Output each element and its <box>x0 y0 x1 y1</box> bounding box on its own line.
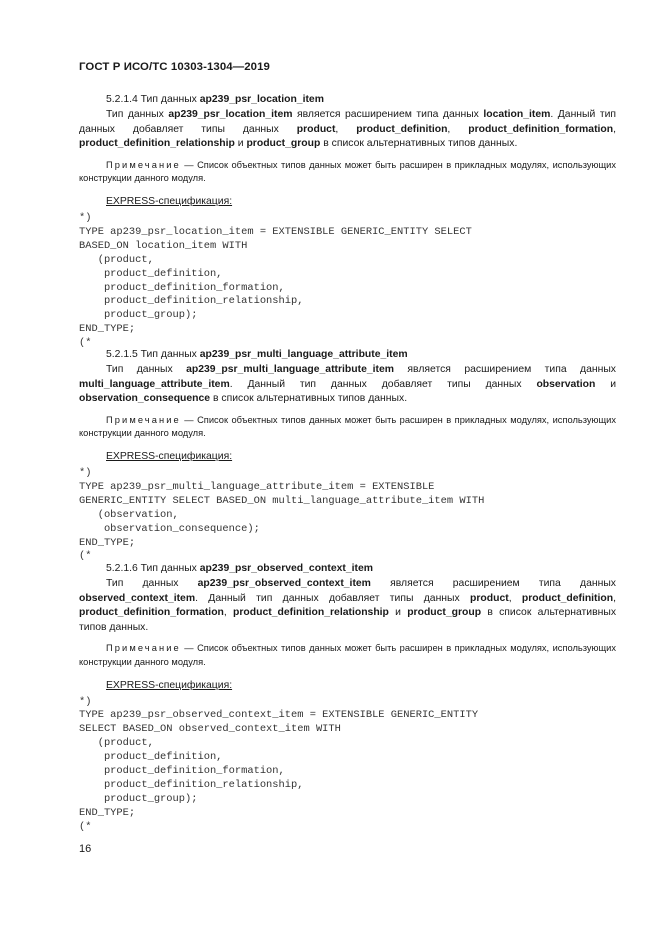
paragraph-text: в список альтернативных типов данных. <box>210 393 408 405</box>
paragraph-type-name: product_definition_formation <box>79 607 224 619</box>
paragraph-type-name: ap239_psr_observed_context_item <box>197 578 371 589</box>
paragraph-text: , <box>223 607 234 619</box>
paragraph-text: , <box>613 123 616 135</box>
paragraph-type-name: product <box>296 123 336 135</box>
express-code-block: *) TYPE ap239_psr_observed_context_item = EXTENSIBLE GENERIC_ENTITY SELECT BASED_ON observed_context_item WITH (product, product_definition, product_definition_formation, product_definition_relationship, product_group); END_TYPE; (* <box>79 695 479 833</box>
paragraph-type-name: ap239_psr_multi_language_attribute_item <box>186 364 395 375</box>
paragraph-text: , <box>508 592 522 604</box>
paragraph-text: . Данный тип данных добавляет типы данных <box>79 109 617 135</box>
section-paragraph <box>79 108 616 152</box>
section-title-type-name: ap239_psr_location_item <box>199 94 324 105</box>
paragraph-text: и <box>234 138 247 150</box>
paragraph-type-name: product_definition <box>521 592 614 604</box>
express-spec-label: EXPRESS-спецификация: <box>106 450 233 462</box>
paragraph-text: , <box>335 123 357 135</box>
paragraph-type-name: product_definition_relationship <box>79 138 235 150</box>
note-label: Примечание <box>106 643 181 654</box>
paragraph-type-name: product_definition_formation <box>468 123 614 135</box>
section-number: 5.2.1.5 <box>106 349 138 360</box>
section-5-2-1-5 <box>79 348 616 564</box>
express-spec-label: EXPRESS-спецификация: <box>106 195 233 207</box>
express-code-block: *) TYPE ap239_psr_location_item = EXTENSIBLE GENERIC_ENTITY SELECT BASED_ON location_item WITH (product, product_definition, product_definition_formation, product_definition_relationship, product_group); END_TYPE; (* <box>79 211 472 350</box>
section-title-type-name: ap239_psr_observed_context_item <box>199 563 374 574</box>
paragraph-type-name: location_item <box>483 109 551 120</box>
express-spec-label: EXPRESS-спецификация: <box>106 679 233 691</box>
paragraph-text: является расширением типа данных <box>394 364 616 375</box>
section-paragraph <box>79 577 616 635</box>
section-paragraph <box>79 363 616 407</box>
note-text: — Список объектных типов данных может быть расширен в прикладных модулях, использующих конструкции данного модуля. <box>79 414 616 439</box>
paragraph-text: , <box>613 592 616 604</box>
note-text: — Список объектных типов данных может быть расширен в прикладных модулях, использующих конструкции данного модуля. <box>79 643 616 667</box>
section-number: 5.2.1.4 <box>106 94 138 105</box>
paragraph-type-name: observed_context_item <box>79 592 196 604</box>
paragraph-text: является расширением типа данных <box>370 578 616 589</box>
express-code-block: *) TYPE ap239_psr_multi_language_attribute_item = EXTENSIBLE GENERIC_ENTITY SELECT BASED_ON multi_language_attribute_item WITH (observation, observation_consequence); END_TYPE; (* <box>79 466 485 563</box>
section-note <box>79 642 616 669</box>
section-note <box>79 414 616 441</box>
paragraph-type-name: product_group <box>407 607 482 619</box>
paragraph-text: . Данный тип данных добавляет типы данных <box>195 592 471 604</box>
section-title-type-name: ap239_psr_multi_language_attribute_item <box>199 349 408 360</box>
section-5-2-1-4 <box>79 93 616 351</box>
note-label: Примечание <box>106 159 181 170</box>
note-label: Примечание <box>106 414 181 425</box>
paragraph-text: является расширением типа данных <box>292 109 484 120</box>
page-header-standard-title: ГОСТ Р ИСО/ТС 10303-1304—2019 <box>79 61 270 73</box>
paragraph-text: в список альтернативных типов данных. <box>79 607 617 633</box>
paragraph-type-name: product <box>470 592 509 604</box>
section-title <box>79 562 616 576</box>
paragraph-text: и <box>595 378 616 390</box>
paragraph-type-name: product_definition <box>356 123 448 135</box>
note-text: — Список объектных типов данных может быть расширен в прикладных модулях, использующих конструкции данного модуля. <box>79 159 616 184</box>
section-title-prefix: Тип данных <box>140 94 197 105</box>
paragraph-type-name: product_definition_relationship <box>233 607 389 619</box>
paragraph-type-name: observation_consequence <box>79 393 211 405</box>
section-title <box>79 348 616 362</box>
paragraph-type-name: multi_language_attribute_item <box>79 378 230 390</box>
paragraph-type-name: observation <box>536 378 596 390</box>
page-number: 16 <box>79 843 92 855</box>
paragraph-type-name: product_group <box>246 138 321 150</box>
paragraph-text: в список альтернативных типов данных. <box>320 138 518 150</box>
paragraph-text: , <box>447 123 469 135</box>
section-number: 5.2.1.6 <box>106 563 138 574</box>
paragraph-text: Тип данных <box>106 109 169 120</box>
paragraph-type-name: ap239_psr_location_item <box>168 109 293 120</box>
paragraph-text: Тип данных <box>106 578 198 589</box>
section-note <box>79 159 616 186</box>
section-title-prefix: Тип данных <box>140 349 197 360</box>
paragraph-text: и <box>388 607 408 619</box>
paragraph-text: . Данный тип данных добавляет типы данных <box>229 378 537 390</box>
paragraph-text: Тип данных <box>106 364 187 375</box>
section-title-prefix: Тип данных <box>140 563 197 574</box>
section-5-2-1-6 <box>79 562 616 835</box>
section-title <box>79 93 616 107</box>
